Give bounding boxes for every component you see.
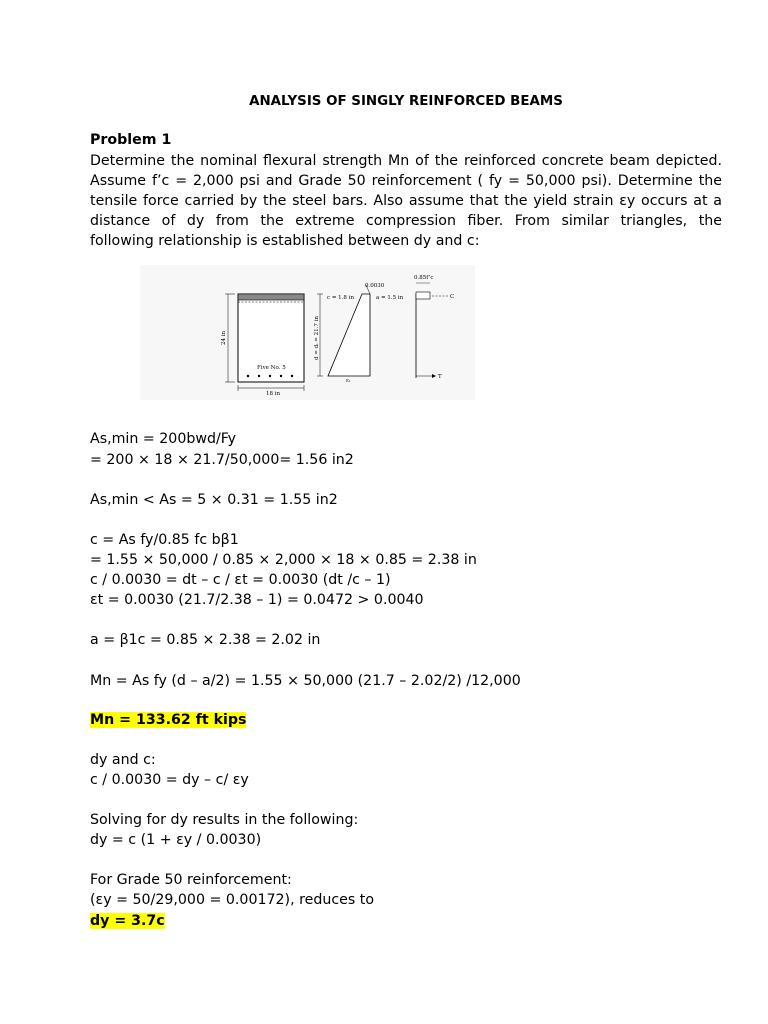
rebar-3 xyxy=(269,375,271,377)
rebar-1 xyxy=(247,375,249,377)
dy-line-3: Solving for dy results in the following: xyxy=(90,812,359,828)
dy-line-1: dy and c: xyxy=(90,752,156,768)
width-label: 18 in xyxy=(266,391,281,397)
result-dy xyxy=(90,911,165,931)
dy-line-6: (εy = 50/29,000 = 0.00172), reduces to xyxy=(90,892,375,908)
calc-line-c-formula: c = As fy/0.85 fc bβ1 xyxy=(90,532,239,548)
calc-line-mn-formula: Mn = As fy (d – a/2) = 1.55 × 50,000 (21.7 – 2.02/2) /12,000 xyxy=(90,673,521,689)
bars-label: Five No. 5 xyxy=(257,365,286,371)
strain-top-label: 0.0030 xyxy=(365,283,385,289)
height-label: 24 in xyxy=(221,330,227,345)
intro-line-1: Determine the nominal flexural strength Mn of the reinforced concrete beam depicted. xyxy=(90,153,722,169)
calc-line-asmin: As,min = 200bwd/Fy xyxy=(90,431,236,447)
rebar-2 xyxy=(258,375,260,377)
intro-line-3: tensile force carried by the steel bars. Also assume that the yield strain εy occurs at a xyxy=(90,193,722,209)
document-title: ANALYSIS OF SINGLY REINFORCED BEAMS xyxy=(249,94,563,109)
calc-line-et-value: εt = 0.0030 (21.7/2.38 – 1) = 0.0472 > 0.0040 xyxy=(90,592,424,608)
problem-heading: Problem 1 xyxy=(90,132,172,148)
et-label: εₜ xyxy=(346,378,351,384)
beam-figure xyxy=(140,265,475,400)
T-label: T xyxy=(438,374,442,380)
dy-line-4: dy = c (1 + εy / 0.0030) xyxy=(90,832,262,848)
calc-line-a-value: a = β1c = 0.85 × 2.38 = 2.02 in xyxy=(90,632,321,648)
intro-line-2: Assume f’c = 2,000 psi and Grade 50 reinforcement ( fy = 50,000 psi). Determine the xyxy=(90,173,722,189)
result-mn-highlight: Mn = 133.62 ft kips xyxy=(90,712,247,728)
c-label: c = 1.8 in xyxy=(327,295,354,301)
intro-line-4: distance of dy from the extreme compression fiber. From similar triangles, the xyxy=(90,213,722,229)
a-label: a = 1.5 in xyxy=(376,295,404,301)
beam-diagram-svg xyxy=(140,265,475,400)
C-label: C xyxy=(450,294,455,300)
rebar-4 xyxy=(280,375,282,377)
calc-line-c-value: = 1.55 × 50,000 / 0.85 × 2,000 × 18 × 0.85 = 2.38 in xyxy=(90,552,477,568)
stress-label: 0.85f’c xyxy=(414,275,434,281)
calc-line-as-check: As,min < As = 5 × 0.31 = 1.55 in2 xyxy=(90,492,338,508)
result-dy-highlight: dy = 3.7c xyxy=(90,913,165,929)
calc-line-strain-ratio: c / 0.0030 = dt – c / εt = 0.0030 (dt /c – 1) xyxy=(90,572,391,588)
calc-line-asmin-value: = 200 × 18 × 21.7/50,000= 1.56 in2 xyxy=(90,452,354,468)
result-mn xyxy=(90,710,246,730)
intro-line-5: following relationship is established between dy and c: xyxy=(90,233,480,249)
depth-label: d = dₜ = 21.7 in xyxy=(314,316,320,360)
dy-line-5: For Grade 50 reinforcement: xyxy=(90,872,292,888)
dy-line-2: c / 0.0030 = dy – c/ εy xyxy=(90,772,249,788)
rebar-5 xyxy=(291,375,293,377)
